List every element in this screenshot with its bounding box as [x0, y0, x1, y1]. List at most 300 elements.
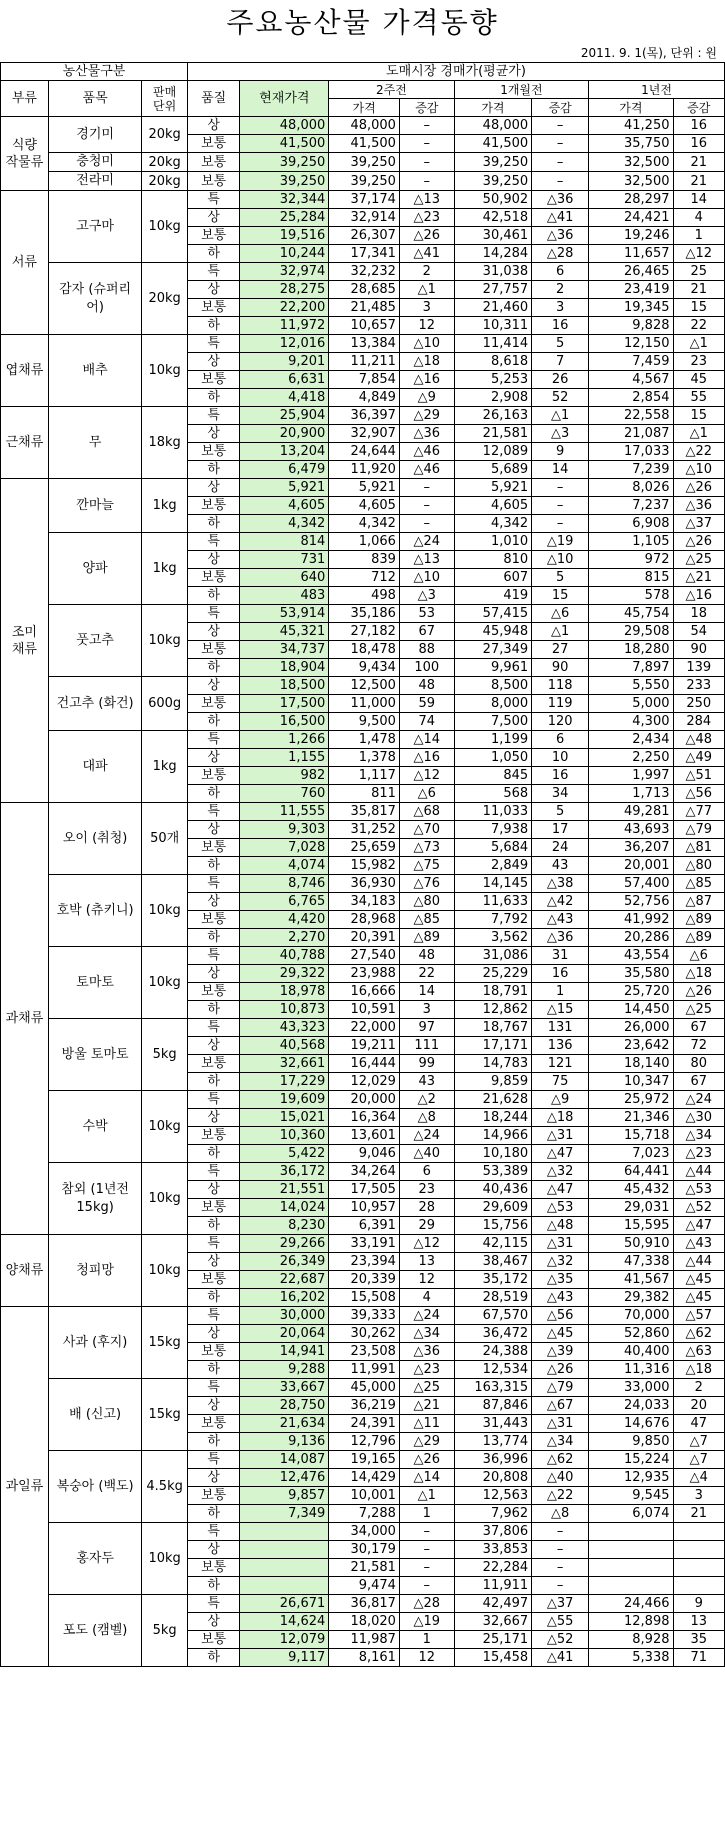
two-weeks-price-cell: 20,339	[329, 1271, 400, 1289]
one-year-price-cell: 57,400	[589, 875, 673, 893]
one-month-price-cell: 14,145	[454, 875, 532, 893]
one-year-change-cell: △7	[673, 1451, 725, 1469]
two-weeks-price-cell: 4,342	[329, 515, 400, 533]
one-month-change-cell: –	[532, 117, 589, 135]
two-weeks-price-cell: 37,174	[329, 191, 400, 209]
grade-cell: 상	[187, 749, 239, 767]
one-month-price-cell: 12,534	[454, 1361, 532, 1379]
item-name-cell: 충청미	[48, 153, 141, 172]
current-price-cell	[240, 1523, 329, 1541]
two-weeks-change-cell: 12	[399, 1649, 454, 1667]
grade-cell: 상	[187, 281, 239, 299]
one-month-change-cell: –	[532, 515, 589, 533]
item-name-cell: 건고추 (화건)	[48, 677, 141, 731]
two-weeks-price-cell: 39,333	[329, 1307, 400, 1325]
category-header: 부류	[1, 81, 49, 117]
one-month-price-cell: 24,388	[454, 1343, 532, 1361]
one-year-change-cell: △18	[673, 965, 725, 983]
two-weeks-price-cell: 30,262	[329, 1325, 400, 1343]
grade-cell: 상	[187, 1613, 239, 1631]
grade-cell: 하	[187, 659, 239, 677]
date-unit-line: 2011. 9. 1(목), 단위 : 원	[580, 46, 717, 60]
item-name-cell: 무	[48, 407, 141, 479]
two-weeks-price-cell: 712	[329, 569, 400, 587]
current-price-cell: 4,342	[240, 515, 329, 533]
one-month-price-cell: 11,911	[454, 1577, 532, 1595]
item-name-cell: 수박	[48, 1091, 141, 1163]
one-month-change-cell: 5	[532, 335, 589, 353]
unit-header: 판매 단위	[142, 81, 188, 117]
one-year-price-cell: 8,026	[589, 479, 673, 497]
unit-cell: 15kg	[142, 1379, 188, 1451]
one-month-change-cell: △1	[532, 623, 589, 641]
one-year-change-cell: 15	[673, 407, 725, 425]
current-price-cell: 7,028	[240, 839, 329, 857]
unit-cell: 5kg	[142, 1595, 188, 1667]
two-weeks-price-cell: 16,364	[329, 1109, 400, 1127]
one-year-price-cell: 10,347	[589, 1073, 673, 1091]
two-weeks-price-cell: 45,000	[329, 1379, 400, 1397]
two-weeks-change-cell: △19	[399, 1613, 454, 1631]
two-weeks-price-cell: 34,183	[329, 893, 400, 911]
one-month-price-cell: 42,115	[454, 1235, 532, 1253]
two-weeks-price-cell: 48,000	[329, 117, 400, 135]
one-month-price-cell: 21,460	[454, 299, 532, 317]
two-weeks-price-cell: 12,029	[329, 1073, 400, 1091]
one-month-change-cell: 26	[532, 371, 589, 389]
one-year-change-cell: △26	[673, 533, 725, 551]
grade-cell: 특	[187, 1163, 239, 1181]
unit-cell: 50개	[142, 803, 188, 875]
one-year-price-cell: 4,567	[589, 371, 673, 389]
two-weeks-price-cell: 26,307	[329, 227, 400, 245]
one-month-change-cell: △32	[532, 1253, 589, 1271]
current-price-cell: 36,172	[240, 1163, 329, 1181]
one-month-change-cell: △28	[532, 245, 589, 263]
one-month-change-cell: △37	[532, 1595, 589, 1613]
current-price-cell: 982	[240, 767, 329, 785]
grade-cell: 하	[187, 1433, 239, 1451]
one-month-price-cell: 8,000	[454, 695, 532, 713]
two-weeks-change-cell: 1	[399, 1631, 454, 1649]
table-row	[1, 1091, 725, 1109]
one-month-price-cell: 30,461	[454, 227, 532, 245]
unit-cell: 10kg	[142, 1523, 188, 1595]
one-year-change-cell: △56	[673, 785, 725, 803]
one-year-price-cell: 2,250	[589, 749, 673, 767]
one-month-change-cell: △53	[532, 1199, 589, 1217]
one-month-change-cell: △35	[532, 1271, 589, 1289]
two-weeks-price-cell: 10,591	[329, 1001, 400, 1019]
item-name-cell: 오이 (취청)	[48, 803, 141, 875]
one-month-change-cell: 118	[532, 677, 589, 695]
one-year-change-cell	[673, 1577, 725, 1595]
one-year-price-cell: 972	[589, 551, 673, 569]
one-month-change-cell: 1	[532, 983, 589, 1001]
one-year-price-cell: 29,508	[589, 623, 673, 641]
two-weeks-change-cell: △34	[399, 1325, 454, 1343]
grade-cell: 특	[187, 407, 239, 425]
one-year-price-cell: 43,554	[589, 947, 673, 965]
one-month-price-cell: 11,633	[454, 893, 532, 911]
one-month-price-cell: 568	[454, 785, 532, 803]
one-year-price-cell: 9,850	[589, 1433, 673, 1451]
current-price-cell: 5,921	[240, 479, 329, 497]
two-weeks-price-cell: 32,907	[329, 425, 400, 443]
one-year-price-cell: 23,642	[589, 1037, 673, 1055]
one-year-price-cell: 45,754	[589, 605, 673, 623]
grade-cell: 특	[187, 1019, 239, 1037]
grade-cell: 보통	[187, 911, 239, 929]
one-month-price-cell: 8,618	[454, 353, 532, 371]
one-year-change-cell: 72	[673, 1037, 725, 1055]
two-weeks-change-cell: △70	[399, 821, 454, 839]
one-month-price-cell: 5,253	[454, 371, 532, 389]
current-price-cell: 4,605	[240, 497, 329, 515]
one-year-change-cell: 14	[673, 191, 725, 209]
one-month-price-cell: 5,689	[454, 461, 532, 479]
two-weeks-price-cell: 24,391	[329, 1415, 400, 1433]
one-month-change-cell: 43	[532, 857, 589, 875]
two-weeks-price-cell: 39,250	[329, 172, 400, 191]
unit-cell: 1kg	[142, 479, 188, 533]
table-row	[1, 153, 725, 172]
one-year-change-cell: 21	[673, 1505, 725, 1523]
two-weeks-change-cell: △73	[399, 839, 454, 857]
one-year-change-cell: △26	[673, 983, 725, 1001]
grade-cell: 상	[187, 551, 239, 569]
two-weeks-change-cell: △21	[399, 1397, 454, 1415]
current-price-cell: 41,500	[240, 135, 329, 153]
unit-cell: 20kg	[142, 172, 188, 191]
current-price-cell: 7,349	[240, 1505, 329, 1523]
one-year-price-cell: 33,000	[589, 1379, 673, 1397]
one-year-change-cell: △89	[673, 911, 725, 929]
one-month-price-cell: 2,849	[454, 857, 532, 875]
current-price-cell: 4,074	[240, 857, 329, 875]
grade-cell: 하	[187, 1073, 239, 1091]
two-weeks-change-cell: 14	[399, 983, 454, 1001]
one-year-price-cell: 64,441	[589, 1163, 673, 1181]
two-weeks-change-cell: △16	[399, 749, 454, 767]
one-month-change-cell: △47	[532, 1145, 589, 1163]
one-month-change-cell: △42	[532, 893, 589, 911]
table-row	[1, 1019, 725, 1037]
one-month-price-cell: 419	[454, 587, 532, 605]
two-weeks-change-cell: △10	[399, 569, 454, 587]
grade-cell: 보통	[187, 1631, 239, 1649]
grade-cell: 상	[187, 479, 239, 497]
one-month-price-cell: 57,415	[454, 605, 532, 623]
grade-cell: 보통	[187, 153, 239, 172]
one-year-price-cell: 28,297	[589, 191, 673, 209]
two-weeks-change-cell: 67	[399, 623, 454, 641]
one-year-change-cell: 71	[673, 1649, 725, 1667]
one-month-price-cell: 41,500	[454, 135, 532, 153]
one-year-price-cell: 21,346	[589, 1109, 673, 1127]
one-month-change-cell: △52	[532, 1631, 589, 1649]
two-weeks-change-cell: △23	[399, 1361, 454, 1379]
grade-cell: 보통	[187, 497, 239, 515]
current-price-cell: 2,270	[240, 929, 329, 947]
one-year-change-cell: △7	[673, 1433, 725, 1451]
grade-cell: 하	[187, 587, 239, 605]
current-price-cell: 20,900	[240, 425, 329, 443]
grade-cell: 상	[187, 1469, 239, 1487]
table-row	[1, 407, 725, 425]
current-price-cell: 13,204	[240, 443, 329, 461]
current-price-cell	[240, 1541, 329, 1559]
unit-cell: 10kg	[142, 335, 188, 407]
one-year-change-cell: △25	[673, 551, 725, 569]
one-month-price-cell: 18,791	[454, 983, 532, 1001]
one-month-price-cell: 14,284	[454, 245, 532, 263]
current-price-cell: 12,476	[240, 1469, 329, 1487]
current-price-cell: 29,266	[240, 1235, 329, 1253]
one-month-change-cell: △47	[532, 1181, 589, 1199]
one-year-price-cell: 1,105	[589, 533, 673, 551]
item-name-cell: 전라미	[48, 172, 141, 191]
one-year-change-cell	[673, 1559, 725, 1577]
current-price-cell: 43,323	[240, 1019, 329, 1037]
current-price-cell: 26,349	[240, 1253, 329, 1271]
grade-cell: 하	[187, 1145, 239, 1163]
one-month-change-cell: 6	[532, 731, 589, 749]
grade-cell: 하	[187, 1001, 239, 1019]
current-price-cell: 14,087	[240, 1451, 329, 1469]
one-month-price-cell: 39,250	[454, 172, 532, 191]
one-month-price-cell: 31,086	[454, 947, 532, 965]
two-weeks-price-cell: 8,161	[329, 1649, 400, 1667]
two-weeks-price-cell: 10,657	[329, 317, 400, 335]
unit-cell: 15kg	[142, 1307, 188, 1379]
one-year-change-cell: △45	[673, 1271, 725, 1289]
grade-cell: 특	[187, 1523, 239, 1541]
two-weeks-change-cell: 3	[399, 299, 454, 317]
one-month-price-cell: 163,315	[454, 1379, 532, 1397]
current-price-cell	[240, 1577, 329, 1595]
two-weeks-price-cell: 16,444	[329, 1055, 400, 1073]
current-price-cell: 6,631	[240, 371, 329, 389]
one-month-price-cell: 15,458	[454, 1649, 532, 1667]
one-month-price-cell: 37,806	[454, 1523, 532, 1541]
one-month-change-cell: 90	[532, 659, 589, 677]
one-month-price-cell: 25,171	[454, 1631, 532, 1649]
one-year-price-cell: 14,676	[589, 1415, 673, 1433]
one-month-price-cell: 845	[454, 767, 532, 785]
two-weeks-change-cell: –	[399, 1559, 454, 1577]
current-price-cell: 16,202	[240, 1289, 329, 1307]
two-weeks-change-cell: △68	[399, 803, 454, 821]
one-year-change-cell: 21	[673, 172, 725, 191]
item-name-cell: 깐마늘	[48, 479, 141, 533]
two-weeks-price-cell: 27,182	[329, 623, 400, 641]
one-month-change-cell: –	[532, 479, 589, 497]
two-weeks-price-cell: 36,397	[329, 407, 400, 425]
two-weeks-price-cell: 33,191	[329, 1235, 400, 1253]
two-weeks-price-cell: 1,478	[329, 731, 400, 749]
two-weeks-price-cell: 6,391	[329, 1217, 400, 1235]
one-month-price-cell: 1,010	[454, 533, 532, 551]
current-price-cell: 39,250	[240, 172, 329, 191]
grade-cell: 하	[187, 317, 239, 335]
current-price-cell: 32,661	[240, 1055, 329, 1073]
current-price-cell	[240, 1559, 329, 1577]
one-year-change-cell: △37	[673, 515, 725, 533]
one-year-price-cell: 15,595	[589, 1217, 673, 1235]
table-row	[1, 479, 725, 497]
two-weeks-change-cell: 59	[399, 695, 454, 713]
one-year-change-cell: △1	[673, 425, 725, 443]
grade-cell: 상	[187, 893, 239, 911]
one-year-price-cell: 24,033	[589, 1397, 673, 1415]
one-month-change-cell: 52	[532, 389, 589, 407]
item-name-cell: 배추	[48, 335, 141, 407]
one-month-change-cell: △26	[532, 1361, 589, 1379]
current-price-cell: 15,021	[240, 1109, 329, 1127]
grade-cell: 하	[187, 929, 239, 947]
one-month-change-cell: 16	[532, 317, 589, 335]
current-price-cell: 6,479	[240, 461, 329, 479]
one-year-change-cell: △43	[673, 1235, 725, 1253]
grade-cell: 특	[187, 875, 239, 893]
one-year-change-cell	[673, 1523, 725, 1541]
one-month-price-cell: 39,250	[454, 153, 532, 172]
one-month-price-cell: 1,199	[454, 731, 532, 749]
current-price-cell: 11,555	[240, 803, 329, 821]
one-month-price-cell: 7,792	[454, 911, 532, 929]
current-price-cell: 26,671	[240, 1595, 329, 1613]
item-header: 품목	[48, 81, 141, 117]
two-weeks-change-cell: △12	[399, 1235, 454, 1253]
current-price-cell: 9,288	[240, 1361, 329, 1379]
one-year-price-cell: 26,465	[589, 263, 673, 281]
one-month-change-cell: △36	[532, 191, 589, 209]
one-year-change-cell: △52	[673, 1199, 725, 1217]
one-month-change-cell: 27	[532, 641, 589, 659]
one-year-change-cell: 47	[673, 1415, 725, 1433]
two-weeks-price-cell: 9,500	[329, 713, 400, 731]
two-weeks-change-cell: △14	[399, 731, 454, 749]
one-year-change-cell: 23	[673, 353, 725, 371]
two-weeks-change-cell: △2	[399, 1091, 454, 1109]
one-month-change-cell: △31	[532, 1127, 589, 1145]
two-weeks-change-cell: △16	[399, 371, 454, 389]
two-weeks-change-cell: 97	[399, 1019, 454, 1037]
one-year-change-header: 증감	[673, 99, 725, 117]
current-price-cell: 731	[240, 551, 329, 569]
two-weeks-change-cell: –	[399, 1577, 454, 1595]
grade-cell: 특	[187, 1451, 239, 1469]
one-year-price-cell: 7,237	[589, 497, 673, 515]
one-year-price-cell: 52,756	[589, 893, 673, 911]
one-year-price-cell: 41,250	[589, 117, 673, 135]
grade-cell: 보통	[187, 172, 239, 191]
one-month-change-cell: △15	[532, 1001, 589, 1019]
two-weeks-price-cell: 11,920	[329, 461, 400, 479]
two-weeks-price-cell: 9,434	[329, 659, 400, 677]
two-weeks-change-cell: △18	[399, 353, 454, 371]
two-weeks-price-cell: 1,117	[329, 767, 400, 785]
one-year-change-cell: 284	[673, 713, 725, 731]
one-month-price-cell: 42,518	[454, 209, 532, 227]
one-year-price-cell: 11,316	[589, 1361, 673, 1379]
two-weeks-change-cell: △8	[399, 1109, 454, 1127]
one-month-change-header: 증감	[532, 99, 589, 117]
two-weeks-price-cell: 23,988	[329, 965, 400, 983]
one-month-change-cell: 31	[532, 947, 589, 965]
one-year-price-cell	[589, 1523, 673, 1541]
item-name-cell: 청피망	[48, 1235, 141, 1307]
item-name-cell: 고구마	[48, 191, 141, 263]
two-weeks-price-cell: 30,179	[329, 1541, 400, 1559]
unit-cell: 600g	[142, 677, 188, 731]
one-month-change-cell: △56	[532, 1307, 589, 1325]
one-month-price-cell: 3,562	[454, 929, 532, 947]
one-year-price-cell: 32,500	[589, 153, 673, 172]
current-price-cell: 39,250	[240, 153, 329, 172]
two-weeks-change-cell: 29	[399, 1217, 454, 1235]
one-month-price-cell: 7,962	[454, 1505, 532, 1523]
grade-cell: 상	[187, 117, 239, 135]
two-weeks-change-cell: △36	[399, 425, 454, 443]
one-year-price-cell: 35,750	[589, 135, 673, 153]
two-weeks-change-cell: △26	[399, 1451, 454, 1469]
one-month-price-header: 가격	[454, 99, 532, 117]
current-price-cell: 9,303	[240, 821, 329, 839]
grade-cell: 보통	[187, 641, 239, 659]
current-price-cell: 6,765	[240, 893, 329, 911]
current-price-cell: 21,551	[240, 1181, 329, 1199]
two-weeks-price-cell: 18,478	[329, 641, 400, 659]
one-month-change-cell: 5	[532, 803, 589, 821]
group-label-header: 농산물구분	[1, 63, 188, 81]
two-weeks-change-cell: △24	[399, 1127, 454, 1145]
one-year-change-cell: 35	[673, 1631, 725, 1649]
one-year-change-cell: △16	[673, 587, 725, 605]
grade-cell: 하	[187, 515, 239, 533]
two-weeks-change-cell: △46	[399, 443, 454, 461]
table-row	[1, 191, 725, 209]
one-year-change-cell: △62	[673, 1325, 725, 1343]
one-month-change-cell: △40	[532, 1469, 589, 1487]
two-weeks-price-cell: 13,601	[329, 1127, 400, 1145]
current-price-cell: 5,422	[240, 1145, 329, 1163]
one-month-change-cell: △1	[532, 407, 589, 425]
one-month-change-cell: △67	[532, 1397, 589, 1415]
item-name-cell: 양파	[48, 533, 141, 605]
one-month-price-cell: 11,033	[454, 803, 532, 821]
one-year-price-cell: 23,419	[589, 281, 673, 299]
two-weeks-price-cell: 9,474	[329, 1577, 400, 1595]
one-year-price-cell: 7,459	[589, 353, 673, 371]
one-month-price-cell: 50,902	[454, 191, 532, 209]
one-month-price-cell: 18,244	[454, 1109, 532, 1127]
one-year-price-cell: 7,023	[589, 1145, 673, 1163]
current-price-cell: 9,201	[240, 353, 329, 371]
grade-cell: 특	[187, 1235, 239, 1253]
one-month-change-cell: 131	[532, 1019, 589, 1037]
current-price-cell: 33,667	[240, 1379, 329, 1397]
one-year-price-cell: 36,207	[589, 839, 673, 857]
current-price-cell: 34,737	[240, 641, 329, 659]
table-row	[1, 263, 725, 281]
two-weeks-price-cell: 23,508	[329, 1343, 400, 1361]
one-month-change-cell: 7	[532, 353, 589, 371]
grade-header: 품질	[187, 81, 239, 117]
two-weeks-change-cell: 43	[399, 1073, 454, 1091]
one-month-change-cell: △41	[532, 1649, 589, 1667]
